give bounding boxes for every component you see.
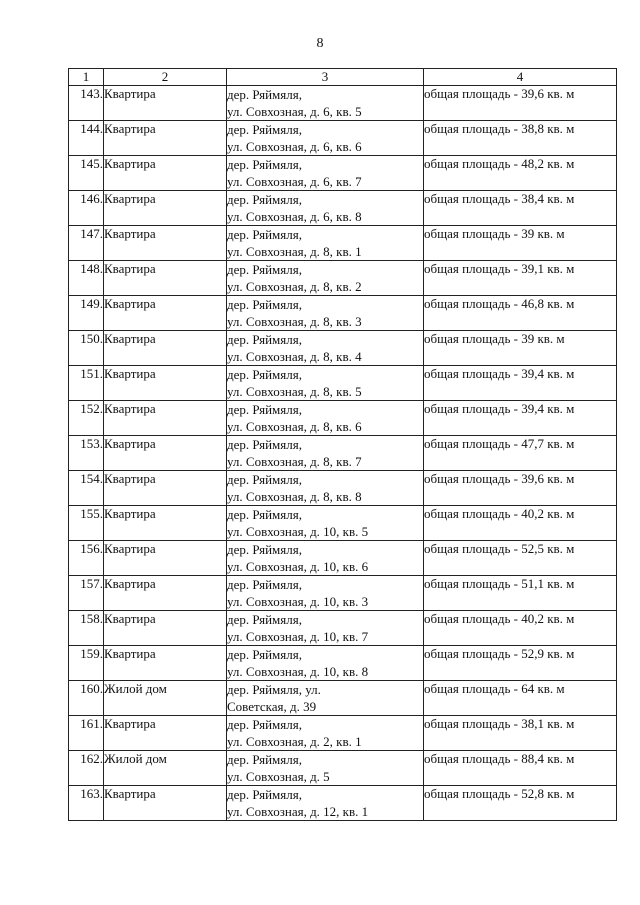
address-line-2: ул. Совхозная, д. 10, кв. 8 <box>227 664 369 679</box>
property-area: общая площадь - 39 кв. м <box>424 331 617 366</box>
property-address <box>227 471 424 506</box>
property-address <box>227 401 424 436</box>
property-area: общая площадь - 52,9 кв. м <box>424 646 617 681</box>
address-line-2: ул. Совхозная, д. 8, кв. 5 <box>227 384 362 399</box>
table-body <box>69 86 617 821</box>
property-type: Квартира <box>104 716 227 751</box>
property-address <box>227 786 424 821</box>
address-line-2: ул. Совхозная, д. 6, кв. 6 <box>227 139 362 154</box>
row-number: 147. <box>69 226 104 261</box>
table-row <box>69 681 617 716</box>
row-number: 154. <box>69 471 104 506</box>
property-area: общая площадь - 51,1 кв. м <box>424 576 617 611</box>
property-address <box>227 576 424 611</box>
property-type: Квартира <box>104 506 227 541</box>
property-area: общая площадь - 39 кв. м <box>424 226 617 261</box>
address-line-2: ул. Совхозная, д. 6, кв. 5 <box>227 104 362 119</box>
address-line-1: дер. Ряймяля, <box>227 472 302 487</box>
table-row <box>69 611 617 646</box>
table-row <box>69 191 617 226</box>
property-address <box>227 296 424 331</box>
table-row <box>69 471 617 506</box>
property-address <box>227 366 424 401</box>
address-line-2: ул. Совхозная, д. 8, кв. 8 <box>227 489 362 504</box>
row-number: 161. <box>69 716 104 751</box>
address-line-1: дер. Ряймяля, <box>227 612 302 627</box>
table-row <box>69 401 617 436</box>
address-line-2: ул. Совхозная, д. 10, кв. 7 <box>227 629 369 644</box>
row-number: 150. <box>69 331 104 366</box>
address-line-1: дер. Ряймяля, <box>227 122 302 137</box>
property-table <box>68 68 617 821</box>
property-type: Квартира <box>104 296 227 331</box>
row-number: 146. <box>69 191 104 226</box>
header-col-2: 2 <box>104 69 227 86</box>
address-line-2: ул. Совхозная, д. 8, кв. 1 <box>227 244 362 259</box>
property-address <box>227 611 424 646</box>
table-row <box>69 86 617 121</box>
table-row <box>69 366 617 401</box>
property-type: Квартира <box>104 471 227 506</box>
table-row <box>69 576 617 611</box>
address-line-1: дер. Ряймяля, <box>227 752 302 767</box>
address-line-1: дер. Ряймяля, <box>227 262 302 277</box>
address-line-1: дер. Ряймяля, <box>227 507 302 522</box>
address-line-2: Советская, д. 39 <box>227 699 317 714</box>
address-line-2: ул. Совхозная, д. 2, кв. 1 <box>227 734 362 749</box>
property-area: общая площадь - 38,8 кв. м <box>424 121 617 156</box>
row-number: 153. <box>69 436 104 471</box>
row-number: 144. <box>69 121 104 156</box>
property-type: Квартира <box>104 191 227 226</box>
table-row <box>69 156 617 191</box>
property-area: общая площадь - 52,8 кв. м <box>424 786 617 821</box>
address-line-2: ул. Совхозная, д. 6, кв. 7 <box>227 174 362 189</box>
address-line-1: дер. Ряймяля, ул. <box>227 682 321 697</box>
table-row <box>69 261 617 296</box>
address-line-2: ул. Совхозная, д. 10, кв. 6 <box>227 559 369 574</box>
address-line-1: дер. Ряймяля, <box>227 297 302 312</box>
property-area: общая площадь - 39,4 кв. м <box>424 366 617 401</box>
property-type: Квартира <box>104 331 227 366</box>
table-row <box>69 541 617 576</box>
table-row <box>69 786 617 821</box>
property-address <box>227 261 424 296</box>
table-row <box>69 716 617 751</box>
property-area: общая площадь - 38,4 кв. м <box>424 191 617 226</box>
property-area: общая площадь - 39,1 кв. м <box>424 261 617 296</box>
address-line-2: ул. Совхозная, д. 10, кв. 5 <box>227 524 369 539</box>
address-line-2: ул. Совхозная, д. 8, кв. 2 <box>227 279 362 294</box>
table-row <box>69 506 617 541</box>
property-address <box>227 681 424 716</box>
property-area: общая площадь - 39,4 кв. м <box>424 401 617 436</box>
address-line-2: ул. Совхозная, д. 10, кв. 3 <box>227 594 369 609</box>
address-line-1: дер. Ряймяля, <box>227 787 302 802</box>
property-area: общая площадь - 48,2 кв. м <box>424 156 617 191</box>
property-area: общая площадь - 40,2 кв. м <box>424 611 617 646</box>
property-area: общая площадь - 46,8 кв. м <box>424 296 617 331</box>
property-type: Квартира <box>104 786 227 821</box>
address-line-2: ул. Совхозная, д. 8, кв. 4 <box>227 349 362 364</box>
table-row <box>69 226 617 261</box>
property-address <box>227 121 424 156</box>
property-area: общая площадь - 64 кв. м <box>424 681 617 716</box>
address-line-1: дер. Ряймяля, <box>227 157 302 172</box>
property-type: Жилой дом <box>104 681 227 716</box>
property-type: Квартира <box>104 436 227 471</box>
header-col-1: 1 <box>69 69 104 86</box>
row-number: 156. <box>69 541 104 576</box>
property-type: Квартира <box>104 156 227 191</box>
property-area: общая площадь - 38,1 кв. м <box>424 716 617 751</box>
header-col-3: 3 <box>227 69 424 86</box>
address-line-1: дер. Ряймяля, <box>227 192 302 207</box>
property-address <box>227 541 424 576</box>
address-line-1: дер. Ряймяля, <box>227 227 302 242</box>
property-address <box>227 646 424 681</box>
address-line-1: дер. Ряймяля, <box>227 87 302 102</box>
table-row <box>69 436 617 471</box>
property-area: общая площадь - 39,6 кв. м <box>424 86 617 121</box>
row-number: 157. <box>69 576 104 611</box>
property-type: Квартира <box>104 121 227 156</box>
property-type: Квартира <box>104 366 227 401</box>
address-line-2: ул. Совхозная, д. 8, кв. 6 <box>227 419 362 434</box>
property-type: Квартира <box>104 226 227 261</box>
address-line-2: ул. Совхозная, д. 8, кв. 3 <box>227 314 362 329</box>
address-line-2: ул. Совхозная, д. 5 <box>227 769 330 784</box>
header-row <box>69 69 617 86</box>
property-type: Квартира <box>104 541 227 576</box>
property-address <box>227 191 424 226</box>
row-number: 145. <box>69 156 104 191</box>
row-number: 151. <box>69 366 104 401</box>
property-area: общая площадь - 39,6 кв. м <box>424 471 617 506</box>
row-number: 162. <box>69 751 104 786</box>
address-line-2: ул. Совхозная, д. 12, кв. 1 <box>227 804 369 819</box>
address-line-1: дер. Ряймяля, <box>227 647 302 662</box>
property-type: Квартира <box>104 646 227 681</box>
row-number: 143. <box>69 86 104 121</box>
address-line-1: дер. Ряймяля, <box>227 577 302 592</box>
address-line-1: дер. Ряймяля, <box>227 542 302 557</box>
row-number: 160. <box>69 681 104 716</box>
property-address <box>227 86 424 121</box>
address-line-1: дер. Ряймяля, <box>227 367 302 382</box>
address-line-2: ул. Совхозная, д. 8, кв. 7 <box>227 454 362 469</box>
property-area: общая площадь - 52,5 кв. м <box>424 541 617 576</box>
property-address <box>227 716 424 751</box>
property-type: Квартира <box>104 261 227 296</box>
address-line-1: дер. Ряймяля, <box>227 717 302 732</box>
table-row <box>69 296 617 331</box>
row-number: 155. <box>69 506 104 541</box>
property-address <box>227 506 424 541</box>
address-line-1: дер. Ряймяля, <box>227 437 302 452</box>
page-number: 8 <box>316 36 324 51</box>
property-area: общая площадь - 47,7 кв. м <box>424 436 617 471</box>
row-number: 149. <box>69 296 104 331</box>
table-row <box>69 751 617 786</box>
row-number: 158. <box>69 611 104 646</box>
property-type: Жилой дом <box>104 751 227 786</box>
table-row <box>69 331 617 366</box>
address-line-1: дер. Ряймяля, <box>227 402 302 417</box>
property-address <box>227 156 424 191</box>
property-type: Квартира <box>104 86 227 121</box>
property-type: Квартира <box>104 401 227 436</box>
row-number: 148. <box>69 261 104 296</box>
property-address <box>227 751 424 786</box>
row-number: 163. <box>69 786 104 821</box>
property-address <box>227 331 424 366</box>
property-address <box>227 436 424 471</box>
property-address <box>227 226 424 261</box>
table-row <box>69 121 617 156</box>
property-type: Квартира <box>104 611 227 646</box>
property-area: общая площадь - 88,4 кв. м <box>424 751 617 786</box>
property-area: общая площадь - 40,2 кв. м <box>424 506 617 541</box>
property-type: Квартира <box>104 576 227 611</box>
row-number: 159. <box>69 646 104 681</box>
table-row <box>69 646 617 681</box>
address-line-2: ул. Совхозная, д. 6, кв. 8 <box>227 209 362 224</box>
row-number: 152. <box>69 401 104 436</box>
address-line-1: дер. Ряймяля, <box>227 332 302 347</box>
header-col-4: 4 <box>424 69 617 86</box>
